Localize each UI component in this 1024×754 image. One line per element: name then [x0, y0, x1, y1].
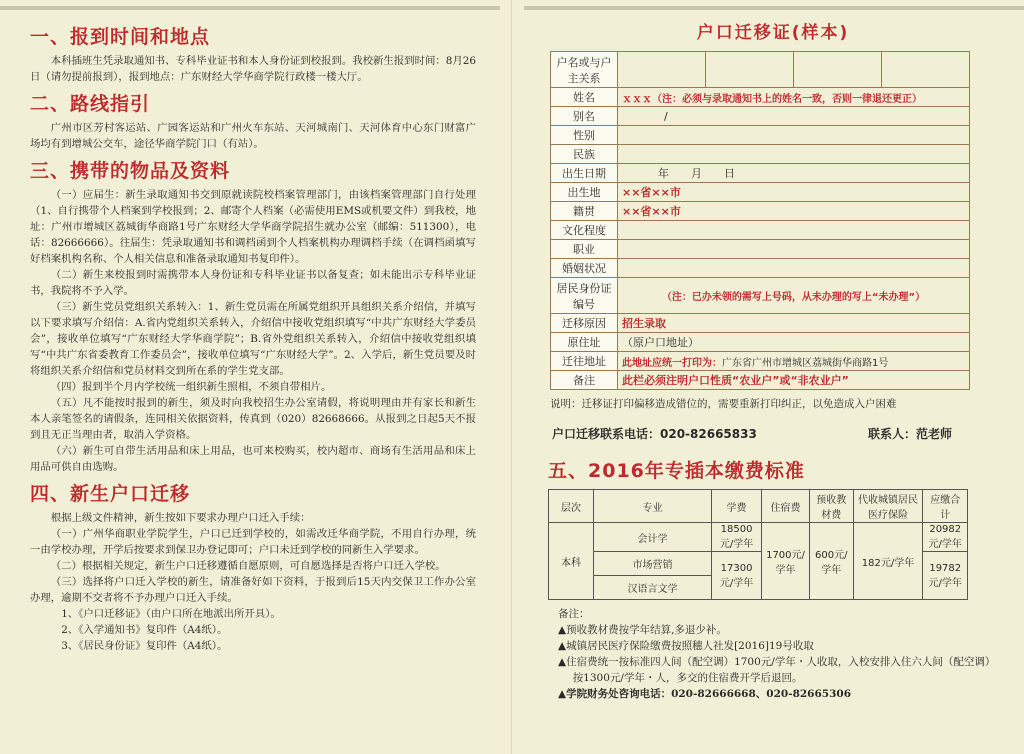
section-3-text-4: （四）报到半个月内学校统一组织新生照相，不须自带相片。 [50, 381, 332, 393]
remark-4: ▲学院财务处咨询电话：020-82666668、020-82665306 [558, 688, 852, 700]
section-1-title: 一、报到时间和地点 [30, 26, 211, 48]
right-page [512, 0, 1024, 754]
fee-header: 住宿费 [762, 490, 810, 523]
table-row [551, 52, 970, 88]
address-value: 广东省广州市增城区荔城街华商路1号 [722, 357, 889, 369]
fee-header: 应缴合计 [923, 490, 968, 523]
section-4-intro: 根据上级文件精神，新生按如下要求办理户口迁入手续： [50, 512, 311, 524]
section-3-title: 三、携带的物品及资料 [30, 160, 231, 182]
section-3-text-3: （三）新生党员党组织关系转入：1、新生党员需在所属党组织开具组织关系介绍信，并填写以下要求填写介绍信：A.省内党组织关系转入，介绍信中接收党组织填写“中共广东财经大学委员会”，接收单位填写“广东财经大学华商学院”；B.省外党组织关系转入，介绍信中接收党组织填写“中共广东省委教育工作委员会”，接收单位填写“广东财经大学”。2、入学后，新生党员要及时将组织关系介绍信和党员材料交到所在系的学生党支部。 [30, 301, 476, 377]
fee-header: 预收教材费 [809, 490, 853, 523]
table-row [549, 490, 968, 523]
row-label: 迁往地址 [551, 352, 618, 371]
fee-dorm: 1700元/学年 [762, 523, 810, 600]
remark-3: ▲住宿费统一按标准四人间（配空调）1700元/学年・人收取，入校安排入住六人间（配空调）按1300元/学年・人，多交的住宿费开学后退回。 [558, 656, 996, 684]
row-value: ××省××市 [618, 183, 970, 202]
row-label: 备注 [551, 371, 618, 390]
table-row [551, 221, 970, 240]
cert-note: 说明：迁移证打印偏移造成错位的，需要重新打印纠正，以免造成入户困难 [550, 398, 897, 410]
fee-insurance: 182元/学年 [853, 523, 923, 600]
contact-line [552, 425, 952, 442]
table-row [551, 352, 970, 371]
row-value: ××省××市 [618, 202, 970, 221]
fee-major: 市场营销 [593, 552, 711, 576]
table-row [551, 145, 970, 164]
fee-header: 代收城镇居民医疗保险 [853, 490, 923, 523]
section-4-text-2: （二）根据相关规定，新生户口迁移遵循自愿原则，可自愿选择是否将户口迁入学校。 [50, 560, 446, 572]
fee-sum: 20982元/学年 [923, 523, 968, 552]
row-label: 性别 [551, 126, 618, 145]
row-label: 居民身份证编号 [551, 278, 618, 314]
fee-header: 层次 [549, 490, 594, 523]
section-5-title: 五、2016年专插本缴费标准 [548, 460, 805, 482]
fee-level: 本科 [549, 523, 594, 600]
fee-table [548, 489, 968, 600]
address-instruction: 此地址应统一打印为： [622, 357, 722, 369]
row-label: 别名 [551, 107, 618, 126]
section-2-title: 二、路线指引 [30, 93, 151, 115]
row-value: 招生录取 [618, 314, 970, 333]
section-4-list-1: 1、《户口迁移证》（由户口所在地派出所开具）。 [61, 608, 281, 620]
row-label: 民族 [551, 145, 618, 164]
table-row [551, 371, 970, 390]
row-label: 户名或与户主关系 [551, 52, 618, 88]
fee-tuition: 18500元/学年 [712, 523, 762, 552]
section-3-text-2: （二）新生来校报到时需携带本人身份证和专科毕业证书以备复查；如未能出示专科毕业证书，我院将不予入学。 [30, 269, 476, 297]
table-row [551, 314, 970, 333]
contact-person: 联系人：范老师 [867, 427, 952, 441]
row-label: 文化程度 [551, 221, 618, 240]
table-row [551, 183, 970, 202]
fee-header: 专业 [593, 490, 711, 523]
row-label: 姓名 [551, 88, 618, 107]
migration-cert-title: 户口迁移证(样本) [696, 23, 850, 43]
fee-major: 会计学 [593, 523, 711, 552]
fee-major: 汉语言文学 [593, 576, 711, 600]
row-value: （注：已办未领的需写上号码，从未办理的写上“未办理”） [618, 278, 970, 314]
contact-phone: 户口迁移联系电话：020-82665833 [552, 427, 757, 441]
row-value: / [618, 107, 970, 126]
section-3-text-1: （一）应届生：新生录取通知书交到原就读院校档案管理部门，由该档案管理部门自行处理（1、自行携带个人档案到学校报到；2、邮寄个人档案（必需使用EMS或机要文件）到我校，地址：广州市增城区荔城街华商路1号广东财经大学华商学院招生就办公室（邮编：511300），电话：82666666）。往届生：凭录取通知书和调档函到个人档案机构办理调档手续（在调档函填写好档案机构名称、个人相关信息和准备录取通知书复印件）。 [30, 189, 476, 265]
remark-2: ▲城镇居民医疗保险缴费按照穗人社发[2016]19号收取 [558, 640, 814, 652]
table-row [551, 126, 970, 145]
remark-1: ▲预收教材费按学年结算,多退少补。 [558, 624, 727, 636]
section-4-text-3: （三）选择将户口迁入学校的新生，请准备好如下资料，于报到后15天内交保卫工作办公室办理，逾期不交者将不予办理户口迁入手续。 [30, 576, 476, 604]
table-row [551, 202, 970, 221]
remarks [558, 606, 1004, 702]
row-label: 籍贯 [551, 202, 618, 221]
table-row [551, 164, 970, 183]
row-value: 此栏必须注明户口性质“农业户”或“非农业户” [618, 371, 970, 390]
section-4-text-1: （一）广州华商职业学院学生，户口已迁到学校的，如需改迁华商学院，不用自行办理，统一由学校办理，开学后按要求到保卫办登记即可；户口未迁到学校的同新生入学要求。 [30, 528, 476, 556]
row-value: 年 月 日 [618, 164, 970, 183]
migration-cert-table [550, 51, 970, 390]
section-4-list-3: 3、《居民身份证》复印件（A4纸）。 [61, 640, 228, 652]
table-row [551, 240, 970, 259]
table-row [551, 333, 970, 352]
remarks-title: 备注： [558, 608, 590, 620]
table-row [549, 523, 968, 552]
section-2-text: 广州市区芳村客运站、广园客运站和广州火车东站、天河城南门、天河体育中心东门财富广场均有到增城公交车，途径华商学院门口（有站）。 [30, 122, 476, 150]
section-4-list-2: 2、《入学通知书》复印件（A4纸）。 [61, 624, 228, 636]
row-label: 出生日期 [551, 164, 618, 183]
fee-book: 600元/学年 [809, 523, 853, 600]
table-row [551, 259, 970, 278]
row-value: ｘｘｘ（注：必须与录取通知书上的姓名一致，否则一律退还更正） [618, 88, 970, 107]
section-3-text-6: （六）新生可自带生活用品和床上用品，也可来校购买，校内超市、商场有生活用品和床上用品可供自由选购。 [30, 445, 476, 473]
table-row [551, 107, 970, 126]
row-value: （原户口地址） [618, 333, 970, 352]
row-label: 出生地 [551, 183, 618, 202]
row-label: 婚姻状况 [551, 259, 618, 278]
table-row [551, 278, 970, 314]
section-3-text-5: （五）凡不能按时报到的新生，须及时向我校招生办公室请假，将说明理由并有家长和新生本人亲笔签名的请假条，连同相关依据资料，传真到（020）82668666。从报到之日起5天不报到且无正当理由者，取消入学资格。 [30, 397, 476, 441]
row-label: 迁移原因 [551, 314, 618, 333]
row-value [618, 352, 970, 371]
fee-sum: 19782元/学年 [923, 552, 968, 600]
table-row [551, 88, 970, 107]
fee-header: 学费 [712, 490, 762, 523]
section-1-text: 本科插班生凭录取通知书、专科毕业证书和本人身份证到校报到。我校新生报到时间：8月26日（请勿提前报到），报到地点：广东财经大学华商学院行政楼一楼大厅。 [30, 55, 476, 83]
row-label: 职业 [551, 240, 618, 259]
row-label: 原住址 [551, 333, 618, 352]
fee-tuition: 17300元/学年 [712, 552, 762, 600]
section-4-title: 四、新生户口迁移 [30, 483, 191, 505]
